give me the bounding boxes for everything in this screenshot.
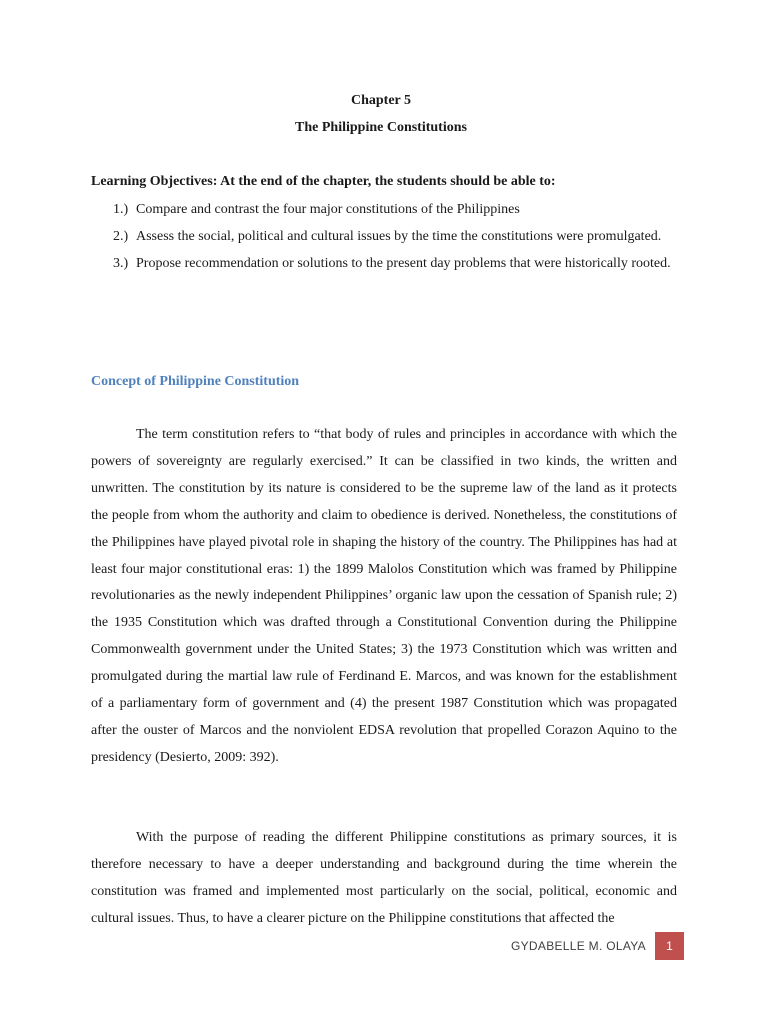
chapter-label: Chapter 5 bbox=[350, 93, 412, 108]
list-item-text: Propose recommendation or solutions to the present day problems that were historically rooted. bbox=[136, 256, 671, 271]
list-item-number: 1.) bbox=[113, 202, 129, 217]
list-item-text: Compare and contrast the four major constitutions of the Philippines bbox=[136, 202, 520, 217]
body-paragraph: The term constitution refers to “that body of rules and principles in accordance with which the powers of sovereignty are regularly exercised.” It can be classified in two kinds, the written and unwritten. The constitution by its nature is considered to be the supreme law of the land as it protects the people from whom the authority and claim to obedience is derived. Nonetheless, the constitutions of the Philippines have played pivotal role in shaping the history of the country. The Philippines has had at least four major constitutional eras: 1) the 1899 Malolos Constitution which was framed by Philippine revolutionaries as the newly independent Philippines’ organic law upon the cessation of Spanish rule; 2) the 1935 Constitution which was drafted through a Constitutional Convention during the Philippine Commonwealth government under the United States; 3) the 1973 Constitution which was written and promulgated during the martial law rule of Ferdinand E. Marcos, and was known for the establishment of a parliamentary form of government and (4) the present 1987 Constitution which was propagated after the ouster of Marcos and the nonviolent EDSA revolution that propelled Corazon Aquino to the presidency (Desierto, 2009: 392). bbox=[91, 427, 677, 765]
page-footer bbox=[511, 932, 684, 960]
list-item-number: 2.) bbox=[113, 229, 129, 244]
objectives-heading: Learning Objectives: At the end of the chapter, the students should be able to: bbox=[91, 174, 556, 189]
list-item-number: 3.) bbox=[113, 256, 129, 271]
body-paragraph: With the purpose of reading the different Philippine constitutions as primary sources, it is therefore necessary to have a deeper understanding and background during the time wherein the constitution was framed and implemented most particularly on the social, political, economic and cultural issues. Thus, to have a clearer picture on the Philippine constitutions that affected the bbox=[91, 830, 677, 926]
objectives-list bbox=[91, 196, 677, 277]
list-item bbox=[91, 223, 677, 250]
list-item-text: Assess the social, political and cultural issues by the time the constitutions were promulgated. bbox=[136, 229, 662, 244]
footer-author: GYDABELLE M. OLAYA bbox=[510, 939, 646, 953]
chapter-title: The Philippine Constitutions bbox=[295, 120, 467, 135]
list-item bbox=[91, 196, 677, 223]
page-number-badge: 1 bbox=[655, 932, 684, 960]
list-item bbox=[91, 250, 677, 277]
section-heading: Concept of Philippine Constitution bbox=[91, 374, 300, 389]
